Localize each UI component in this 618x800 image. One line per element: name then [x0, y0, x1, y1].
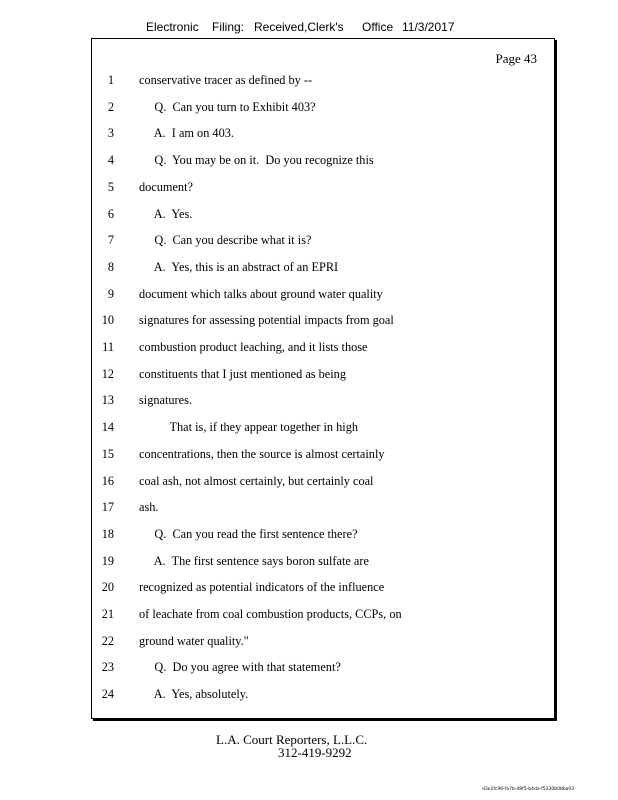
- filing-stamp-word-received: Received,Clerk's: [254, 20, 344, 34]
- line-text: recognized as potential indicators of the influence: [139, 580, 385, 595]
- line-text: signatures for assessing potential impacts from goal: [139, 313, 394, 328]
- line-text: combustion product leaching, and it lists those: [139, 340, 368, 354]
- court-reporter-phone: 312-419-9292: [278, 745, 352, 760]
- transcript-line: [92, 527, 554, 547]
- line-number: 7: [107, 233, 114, 248]
- line-number: 1: [107, 73, 114, 87]
- transcript-line: [92, 420, 554, 440]
- line-text: document which talks about ground water quality: [139, 286, 383, 301]
- transcript-line: [92, 233, 554, 253]
- line-text: A. The first sentence says boron sulfate are: [139, 553, 369, 568]
- transcript-line: [92, 100, 554, 120]
- line-text: constituents that I just mentioned as being: [139, 366, 346, 381]
- filing-stamp-word-electronic: Electronic: [146, 20, 199, 34]
- filing-stamp-word-filing: Filing:: [212, 20, 245, 34]
- line-number: 8: [107, 259, 114, 274]
- line-number: 19: [101, 553, 114, 568]
- line-text: A. Yes, absolutely.: [139, 687, 249, 702]
- line-text: ground water quality.": [139, 633, 249, 648]
- line-number: 21: [101, 607, 114, 621]
- court-reporter-name: L.A. Court Reporters, L.L.C.: [216, 732, 368, 747]
- transcript-line: [92, 260, 554, 280]
- line-number: 12: [101, 366, 114, 381]
- line-number: 18: [101, 526, 114, 541]
- transcript-line: [92, 393, 554, 413]
- transcript-line: [92, 367, 554, 387]
- transcript-line: [92, 287, 554, 307]
- line-number: 2: [107, 99, 114, 114]
- transcript-line: [92, 500, 554, 520]
- transcript-line: [92, 474, 554, 494]
- filing-stamp-date: 11/3/2017: [402, 20, 455, 34]
- line-number: 17: [101, 500, 114, 515]
- filing-stamp-word-office: Office: [362, 20, 394, 34]
- transcript-line: [92, 660, 554, 680]
- line-text: A. Yes.: [139, 206, 193, 221]
- transcript-line: [92, 73, 554, 93]
- line-number: 15: [101, 446, 114, 461]
- line-text: That is, if they appear together in high: [139, 420, 359, 435]
- transcript-line: [92, 207, 554, 227]
- line-text: signatures.: [139, 393, 192, 408]
- transcript-line: [92, 340, 554, 360]
- line-number: 24: [101, 687, 114, 702]
- transcript-line: [92, 126, 554, 146]
- line-number: 13: [101, 393, 114, 408]
- transcript-line: [92, 153, 554, 173]
- line-text: A. Yes, this is an abstract of an EPRI: [139, 259, 339, 274]
- line-text: ash.: [139, 500, 159, 515]
- line-text: Q. Can you describe what it is?: [139, 233, 312, 248]
- line-number: 11: [102, 340, 114, 354]
- line-text: coal ash, not almost certainly, but certainly coal: [139, 473, 374, 488]
- line-number: 6: [107, 206, 114, 221]
- line-number: 5: [107, 179, 114, 194]
- line-text: Q. Can you read the first sentence there?: [139, 526, 358, 541]
- line-text: Q. You may be on it. Do you recognize this: [139, 153, 374, 168]
- transcript-line: [92, 313, 554, 333]
- transcript-line: [92, 447, 554, 467]
- line-number: 14: [101, 420, 114, 435]
- transcript-line: [92, 687, 554, 707]
- transcript-line: [92, 180, 554, 200]
- line-text: concentrations, then the source is almost certainly: [139, 446, 385, 461]
- line-text: A. I am on 403.: [139, 126, 234, 141]
- transcript-line: [92, 607, 554, 627]
- page-number: Page 43: [495, 51, 537, 66]
- line-number: 3: [107, 126, 114, 141]
- document-id: d3e1fc96-fa7b-48f5-b4da-f5330b08ba03: [482, 787, 575, 792]
- line-number: 16: [101, 473, 114, 488]
- line-text: document?: [139, 179, 193, 194]
- line-text: of leachate from coal combustion products, CCPs, on: [139, 607, 402, 621]
- transcript-line: [92, 580, 554, 600]
- line-number: 10: [101, 313, 114, 328]
- transcript-page: [91, 38, 555, 719]
- transcript-line: [92, 634, 554, 654]
- line-number: 22: [101, 633, 114, 648]
- line-text: Q. Do you agree with that statement?: [139, 660, 341, 675]
- line-number: 20: [101, 580, 114, 595]
- line-number: 23: [101, 660, 114, 675]
- line-number: 9: [107, 286, 114, 301]
- line-number: 4: [107, 153, 114, 168]
- line-text: Q. Can you turn to Exhibit 403?: [139, 99, 316, 114]
- transcript-line: [92, 554, 554, 574]
- line-text: conservative tracer as defined by --: [139, 73, 313, 87]
